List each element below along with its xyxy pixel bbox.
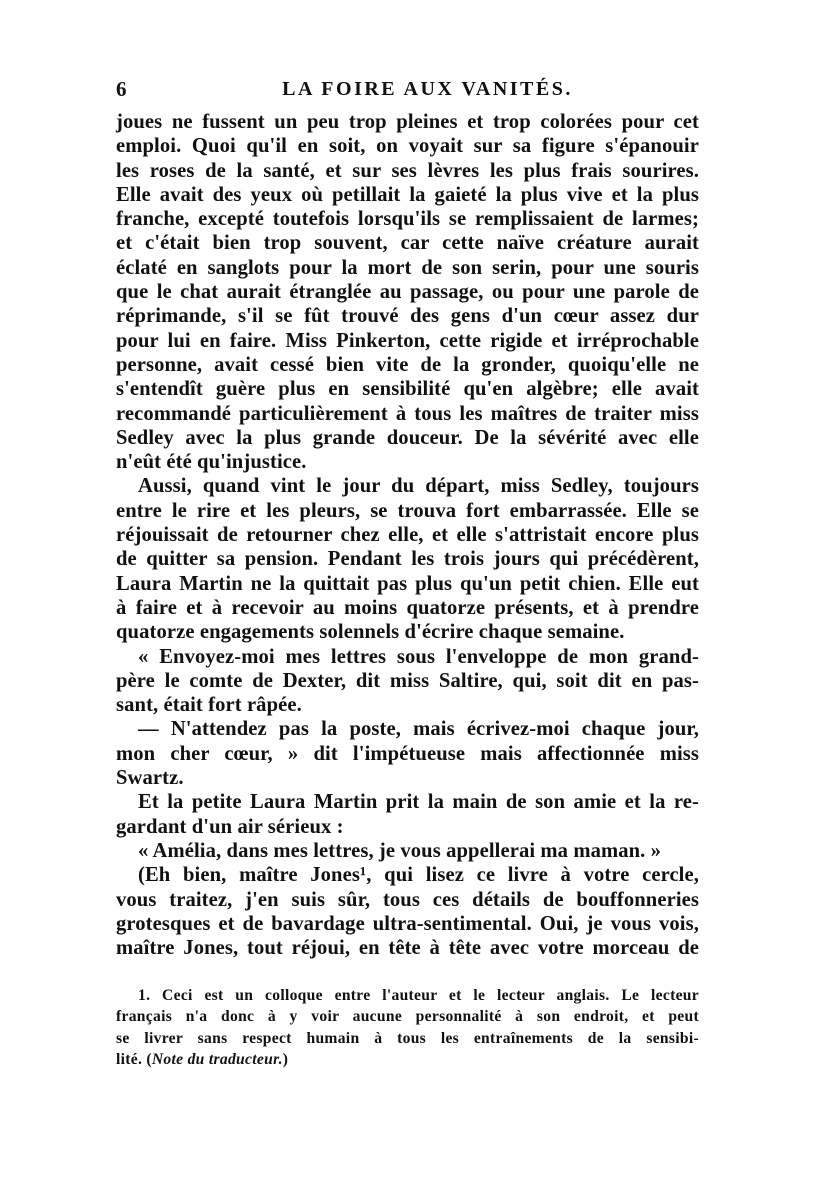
text-line: mon cher cœur, » dit l'impétueuse mais affectionnée miss — [116, 742, 699, 765]
text-line: emploi. Quoi qu'il en soit, on voyait sur sa figure s'épanouir — [116, 135, 699, 158]
translator-note: Note du traducteur. — [151, 1051, 283, 1069]
footnote-line: français n'a donc à y voir aucune personnalité à son endroit, et peut — [116, 1008, 699, 1026]
text-line: à faire et à recevoir au moins quatorze présents, et à prendre — [116, 596, 699, 619]
text-line: que le chat aurait étranglée au passage, ou pour une parole de — [116, 281, 699, 304]
text-line: entre le rire et les pleurs, se trouva fort embarrassée. Elle se — [116, 499, 699, 522]
text-line: n'eût été qu'injustice. — [116, 451, 307, 474]
footnote — [116, 985, 699, 1071]
text-line: sant, était fort râpée. — [116, 694, 302, 717]
text-line: grotesques et de bavardage ultra-sentimental. Oui, je vous vois, — [116, 912, 699, 935]
body-text — [116, 110, 699, 960]
text-line: réprimande, s'il se fût trouvé des gens d'un cœur assez dur — [116, 305, 699, 328]
footnote-line-last — [116, 1049, 699, 1070]
text-line: (Eh bien, maître Jones¹, qui lisez ce livre à votre cercle, — [138, 864, 699, 887]
text-line: Et la petite Laura Martin prit la main de son amie et la re- — [138, 791, 699, 814]
text-line: les roses de la santé, et sur ses lèvres les plus frais sourires. — [116, 159, 699, 182]
text-line: père le comte de Dexter, dit miss Saltire, qui, soit dit en pas- — [116, 669, 699, 692]
book-title: LA FOIRE AUX VANITÉS. — [282, 78, 573, 100]
running-head — [116, 74, 699, 104]
text-line: recommandé particulièrement à tous les maîtres de traiter miss — [116, 402, 699, 425]
footnote-line: se livrer sans respect humain à tous les entraînements de la sensibi- — [116, 1029, 699, 1047]
text-line: vous traitez, j'en suis sûr, tous ces détails de bouffonneries — [116, 888, 699, 911]
text-line: et c'était bien trop souvent, car cette naïve créature aurait — [116, 232, 699, 255]
text-line: pour lui en faire. Miss Pinkerton, cette rigide et irréprochable — [116, 329, 699, 352]
text-line: « Envoyez-moi mes lettres sous l'enveloppe de mon grand- — [138, 645, 699, 668]
text-line: joues ne fussent un peu trop pleines et trop colorées pour cet — [116, 111, 699, 133]
text-line: de quitter sa pension. Pendant les trois jours qui précédèrent, — [116, 548, 699, 571]
text-line: réjouissait de retourner chez elle, et elle s'attristait encore plus — [116, 524, 699, 547]
text-line: gardant d'un air sérieux : — [116, 815, 344, 838]
page-number: 6 — [116, 77, 127, 101]
text-line: Sedley avec la plus grande douceur. De la sévérité avec elle — [116, 426, 699, 449]
text-line: quatorze engagements solennels d'écrire chaque semaine. — [116, 621, 625, 644]
text-line: personne, avait cessé bien vite de la gronder, quoiqu'elle ne — [116, 353, 699, 376]
text-line: — N'attendez pas la poste, mais écrivez-moi chaque jour, — [138, 718, 699, 741]
text-line: maître Jones, tout réjoui, en tête à tête avec votre morceau de — [116, 937, 699, 960]
text-line: Laura Martin ne la quittait pas plus qu'un petit chien. Elle eut — [116, 572, 699, 595]
text-line: Swartz. — [116, 767, 184, 790]
text-line: Aussi, quand vint le jour du départ, miss Sedley, toujours — [138, 475, 699, 498]
footnote-text: ) — [282, 1051, 289, 1069]
footnote-line: 1. Ceci est un colloque entre l'auteur et le lecteur anglais. Le lecteur — [138, 987, 699, 1004]
text-line: s'entendît guère plus en sensibilité qu'en algèbre; elle avait — [116, 378, 699, 401]
text-line: Elle avait des yeux où petillait la gaieté la plus vive et la plus — [116, 183, 699, 206]
text-line: franche, excepté toutefois lorsqu'ils se remplissaient de larmes; — [116, 208, 699, 231]
text-line: éclaté en sanglots pour la mort de son serin, pour une souris — [116, 256, 699, 279]
footnote-text: lité. ( — [116, 1051, 152, 1069]
text-line: « Amélia, dans mes lettres, je vous appellerai ma maman. » — [138, 839, 662, 862]
